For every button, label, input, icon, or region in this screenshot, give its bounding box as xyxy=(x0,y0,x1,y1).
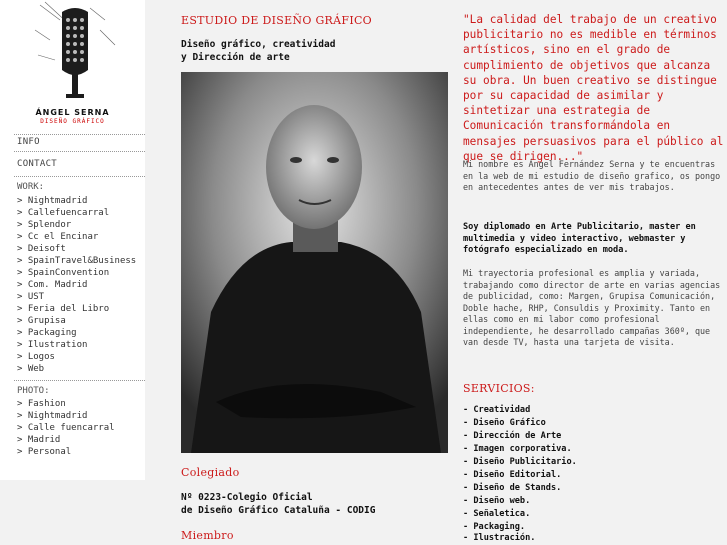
miembro-heading: Miembro xyxy=(181,529,234,542)
work-link-feria-del-libro[interactable]: > Feria del Libro xyxy=(17,304,110,314)
service-item: - Señaletica. xyxy=(463,509,531,519)
work-heading: WORK: xyxy=(17,182,45,192)
photo-heading: PHOTO: xyxy=(17,386,50,396)
photo-link-fashion[interactable]: > Fashion xyxy=(17,399,66,409)
work-link-splendor[interactable]: > Splendor xyxy=(17,220,72,230)
portrait-image xyxy=(181,72,448,453)
service-item: - Diseño Gráfico xyxy=(463,418,546,428)
studio-subtitle-line1: Diseño gráfico, creatividad xyxy=(181,39,336,50)
work-link-web[interactable]: > Web xyxy=(17,364,45,374)
studio-title: ESTUDIO DE DISEÑO GRÁFICO xyxy=(181,14,372,27)
divider xyxy=(14,176,145,177)
nav-contact-link[interactable]: CONTACT xyxy=(17,159,58,169)
work-link-ilustration[interactable]: > Ilustration xyxy=(17,340,88,350)
service-item: - Packaging. xyxy=(463,522,526,532)
work-link-logos[interactable]: > Logos xyxy=(17,352,55,362)
nav-info-link[interactable]: INFO xyxy=(17,137,40,147)
photo-link-madrid[interactable]: > Madrid xyxy=(17,435,61,445)
work-link-deisoft[interactable]: > Deisoft xyxy=(17,244,66,254)
service-item: - Diseño Editorial. xyxy=(463,470,562,480)
service-item: - Ilustración. xyxy=(463,533,536,543)
work-link-grupisa[interactable]: > Grupisa xyxy=(17,316,66,326)
service-item: - Diseño web. xyxy=(463,496,531,506)
career-paragraph: Mi trayectoria profesional es amplia y variada, trabajando como director de arte en varias agencias de publicidad, como: Margen, Grupisa Comunicación, Doble hache, RHP, Consuldis y Proximity. Tanto en ellas como en mi labor como profesional independiente, he desarrollado campañas 360º, que van desde TV, hasta una tarjeta de visita. xyxy=(463,268,721,347)
sidebar-footer xyxy=(0,480,145,545)
divider xyxy=(14,380,145,381)
work-link-spainconvention[interactable]: > SpainConvention xyxy=(17,268,110,278)
colegio-line2: de Diseño Gráfico Cataluña - CODIG xyxy=(181,505,376,516)
intro-paragraph: Mi nombre es Ángel Fernández Serna y te encuentras en la web de mi estudio de diseño grafico, os pongo en antecedentes antes de ver mis trabajos. xyxy=(463,159,721,192)
photo-link-calle-fuencarral[interactable]: > Calle fuencarral xyxy=(17,423,115,433)
service-item: - Creatividad xyxy=(463,405,531,415)
service-item: - Diseño Publicitario. xyxy=(463,457,577,467)
logo[interactable] xyxy=(30,0,120,125)
divider xyxy=(14,134,145,135)
colegiado-heading: Colegiado xyxy=(181,466,240,479)
sidebar xyxy=(0,0,145,480)
divider xyxy=(14,151,145,152)
photo-link-personal[interactable]: > Personal xyxy=(17,447,72,457)
work-link-packaging[interactable]: > Packaging xyxy=(17,328,77,338)
work-link-spaintravel[interactable]: > SpainTravel&Business xyxy=(17,256,137,266)
creative-quote: "La calidad del trabajo de un creativo publicitario no es medible en términos artísticos, sino en el grado de cumplimiento de objetivos que alcanza su obra. Un buen creativo se distingue por su capacidad de asimilar y sintetizar una estrategia de Comunicación transformándola en mensajes persuasivos para el público al que se dirigen..." xyxy=(463,13,724,163)
colegio-line1: Nº 0223-Colegio Oficial xyxy=(181,492,313,503)
portrait-photo xyxy=(181,72,448,453)
work-link-cc-el-encinar[interactable]: > Cc el Encinar xyxy=(17,232,99,242)
services-heading: SERVICIOS: xyxy=(463,382,535,395)
work-link-nightmadrid[interactable]: > Nightmadrid xyxy=(17,196,88,206)
service-item: - Imagen corporativa. xyxy=(463,444,572,454)
microphone-logo-icon xyxy=(30,0,120,108)
logo-name: ÁNGEL SERNA xyxy=(35,108,110,117)
service-item: - Dirección de Arte xyxy=(463,431,562,441)
qualifications-paragraph: Soy diplomado en Arte Publicitario, master en multimedia y video interactivo, webmaster y fotógrafo especializado en moda. xyxy=(463,222,696,256)
work-link-callefuencarral[interactable]: > Callefuencarral xyxy=(17,208,110,218)
work-link-com-madrid[interactable]: > Com. Madrid xyxy=(17,280,88,290)
service-item: - Diseño de Stands. xyxy=(463,483,562,493)
logo-subtitle: DISEÑO GRÁFICO xyxy=(40,118,105,125)
work-link-ust[interactable]: > UST xyxy=(17,292,45,302)
studio-subtitle-line2: y Dirección de arte xyxy=(181,52,290,63)
photo-link-nightmadrid[interactable]: > Nightmadrid xyxy=(17,411,88,421)
